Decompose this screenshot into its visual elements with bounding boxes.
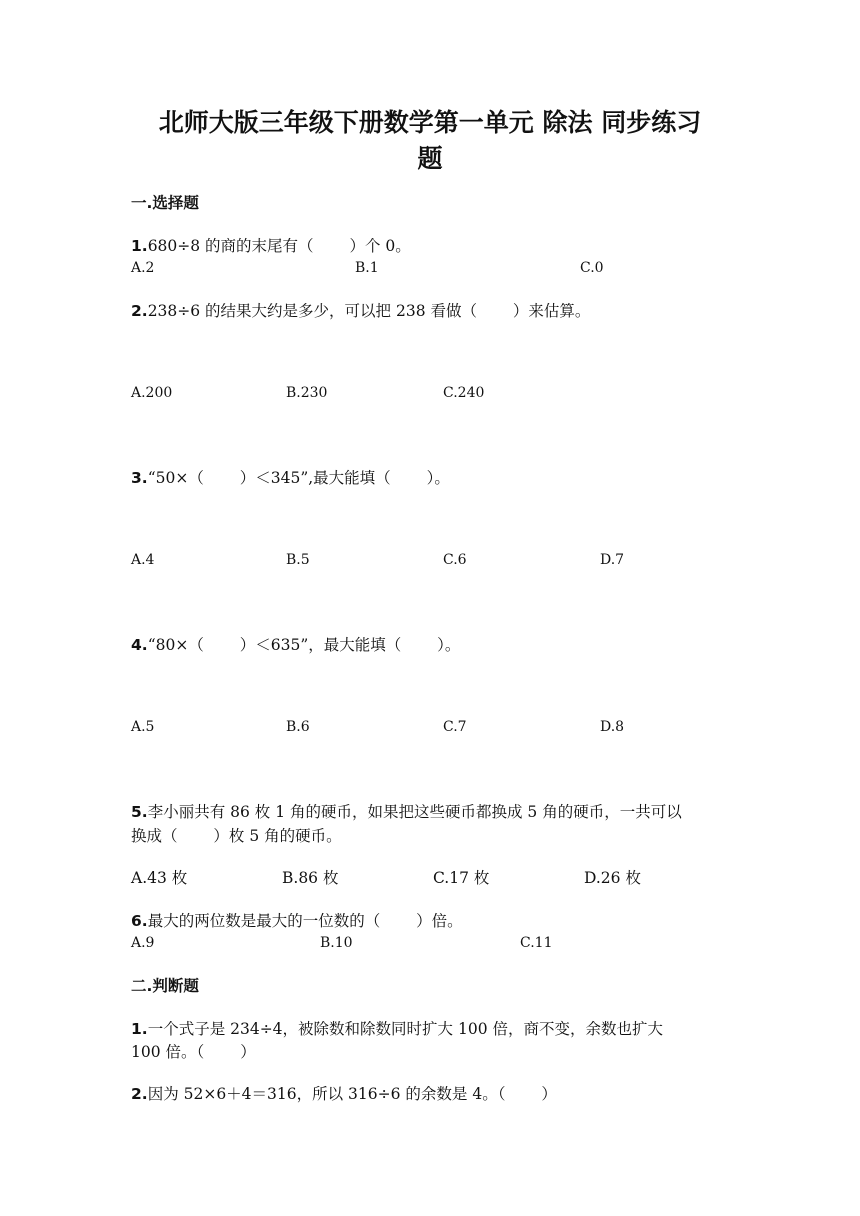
question-number: 2. <box>131 302 148 320</box>
section-heading-choice: 一.选择题 <box>131 194 199 212</box>
judge-question-1 <box>131 1019 663 1039</box>
option-c: C.240 <box>443 385 485 401</box>
question-3 <box>131 468 450 488</box>
question-text: 680÷8 的商的末尾有（ ）个 0。 <box>147 237 411 255</box>
option-c: C.11 <box>520 935 553 951</box>
option-b: B.230 <box>286 385 328 401</box>
section-heading-judge: 二.判断题 <box>131 977 199 995</box>
question-number: 4. <box>131 636 148 654</box>
option-a: A.200 <box>131 385 173 401</box>
option-a: A.43 枚 <box>131 869 188 887</box>
question-5-line2: 换成（ ）枚 5 角的硬币。 <box>131 827 342 845</box>
question-text: 因为 52×6＋4＝316，所以 316÷6 的余数是 4。（ ） <box>147 1085 557 1103</box>
page-title-line2: 题 <box>417 144 443 173</box>
question-4 <box>131 635 460 655</box>
option-a: A.5 <box>131 719 155 735</box>
option-b: B.86 枚 <box>282 869 339 887</box>
question-number: 6. <box>131 912 148 930</box>
option-b: B.10 <box>320 935 353 951</box>
question-6 <box>131 911 463 931</box>
question-text: 最大的两位数是最大的一位数的（ ）倍。 <box>147 912 463 930</box>
option-a: A.9 <box>131 935 155 951</box>
question-number: 5. <box>131 803 148 821</box>
option-b: B.6 <box>286 719 310 735</box>
question-text: 一个式子是 234÷4，被除数和除数同时扩大 100 倍，商不变，余数也扩大 <box>147 1020 663 1038</box>
question-2 <box>131 301 590 321</box>
judge-question-2 <box>131 1084 557 1104</box>
option-d: D.8 <box>600 719 625 735</box>
question-text: 李小丽共有 86 枚 1 角的硬币，如果把这些硬币都换成 5 角的硬币，一共可以 <box>147 803 682 821</box>
option-c: C.17 枚 <box>433 869 490 887</box>
option-a: A.4 <box>131 552 155 568</box>
option-a: A.2 <box>131 260 155 276</box>
question-5 <box>131 802 682 822</box>
question-number: 2. <box>131 1085 148 1103</box>
page-title-line1: 北师大版三年级下册数学第一单元 除法 同步练习 <box>158 108 702 137</box>
question-text: “80×（ ）＜635”，最大能填（ ）。 <box>147 636 461 654</box>
question-number: 1. <box>131 1020 148 1038</box>
option-d: D.26 枚 <box>584 869 641 887</box>
option-b: B.1 <box>355 260 379 276</box>
question-text: “50×（ ）＜345”,最大能填（ ）。 <box>147 469 450 487</box>
option-d: D.7 <box>600 552 625 568</box>
question-text: 238÷6 的结果大约是多少，可以把 238 看做（ ）来估算。 <box>147 302 591 320</box>
option-c: C.7 <box>443 719 467 735</box>
question-number: 1. <box>131 237 148 255</box>
question-1 <box>131 236 411 256</box>
judge-question-1-line2: 100 倍。（ ） <box>131 1043 256 1061</box>
question-number: 3. <box>131 469 148 487</box>
option-c: C.6 <box>443 552 467 568</box>
option-b: B.5 <box>286 552 310 568</box>
option-c: C.0 <box>580 260 604 276</box>
